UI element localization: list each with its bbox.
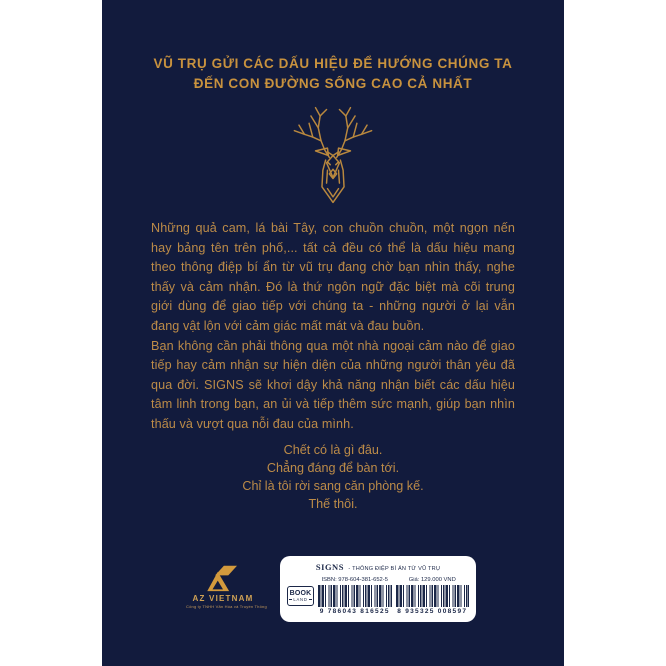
description-paragraph-1: Những quả cam, lá bài Tây, con chuồn chuồn, một ngọn nến hay bảng tên trên phố,... tất cả đều có thể là dấu hiệu mang theo thông điệp bí ẩn từ vũ trụ đang chờ bạn nhìn thấy, nghe thấy và cảm nhận. Đó là thứ ngôn ngữ đặc biệt mà cõi trung giới dùng để giao tiếp với chúng ta - những người ở lại vẫn đang vật lộn với cảm giác mất mát và đau buồn. xyxy=(151,221,515,333)
heading-line-1: VŨ TRỤ GỬI CÁC DẤU HIỆU ĐỂ HƯỚNG CHÚNG TA xyxy=(153,56,513,71)
label-book-subtitle: - THÔNG ĐIỆP BÍ ẨN TỪ VŨ TRỤ xyxy=(348,566,441,572)
heading-line-2: ĐẾN CON ĐƯỜNG SỐNG CAO CẢ NHẤT xyxy=(193,76,473,91)
barcode-label xyxy=(280,556,476,622)
ean-barcode-block xyxy=(396,576,470,616)
isbn-barcode-block xyxy=(318,576,392,616)
description-paragraph-2: Bạn không cần phải thông qua một nhà ngoại cảm nào để giao tiếp hay cảm nhận sự hiện diện của những người thân yêu đã qua đời. SIGNS sẽ khơi dậy khả năng nhận biết các dấu hiệu tâm linh trong bạn, an ủi và tiếp thêm sức mạnh, giúp bạn nhìn thấu và vượt qua nỗi đau của mình. xyxy=(151,338,515,431)
publisher-name: AZ VIETNAM xyxy=(192,594,254,603)
label-book-title: SIGNS xyxy=(315,562,344,572)
quote-line: Chết có là gì đâu. xyxy=(283,443,383,457)
label-title xyxy=(287,561,469,574)
quote-line: Thế thôi. xyxy=(308,497,358,511)
isbn-text: ISBN: 978-604-381-652-5 xyxy=(321,577,388,583)
az-logo-icon xyxy=(207,564,239,592)
bookland-logo: BOOK LAND xyxy=(287,586,314,606)
isbn-barcode-digits: 9 786043 816525 xyxy=(319,608,390,615)
ean-barcode xyxy=(396,585,470,607)
price-text: Giá: 129.000 VND xyxy=(408,577,456,583)
quote-line: Chỉ là tôi rời sang căn phòng kế. xyxy=(242,479,424,493)
deer-icon xyxy=(287,104,379,207)
publisher-tagline: Công ty TNHH Văn Hóa và Truyền Thông xyxy=(186,604,267,609)
ean-barcode-digits: 8 935325 008597 xyxy=(397,608,468,615)
book-back-cover xyxy=(102,0,564,666)
quote-line: Chẳng đáng để bàn tới. xyxy=(266,461,400,475)
publisher-logo xyxy=(186,564,267,609)
cover-description xyxy=(151,219,515,435)
isbn-barcode xyxy=(318,585,392,607)
cover-quote xyxy=(102,441,564,513)
cover-heading xyxy=(102,54,564,94)
